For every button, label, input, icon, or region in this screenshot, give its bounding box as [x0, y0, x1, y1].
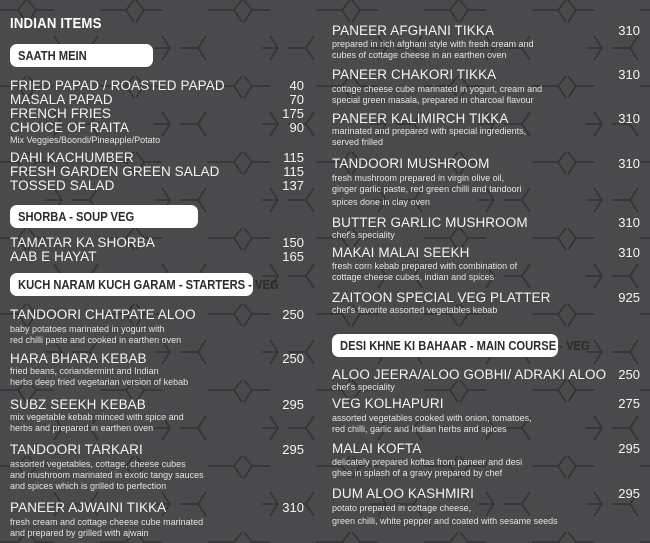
item-price: 275 — [618, 396, 640, 411]
item-description: marinated and prepared with special ingredients, — [332, 126, 527, 136]
menu-item: ZAITOON SPECIAL VEG PLATTER 925 chef's favorite assorted vegetables kebab — [332, 290, 640, 315]
menu-item: TANDOORI MUSHROOM 310 fresh mushroom prepared in virgin olive oil, ginger garlic paste, red green chilli and tandoori spices done in clay oven — [332, 156, 640, 207]
item-price: 295 — [618, 441, 640, 456]
item-description: and prepared by grilled with ajwain — [10, 528, 149, 538]
item-price: 310 — [282, 500, 304, 515]
item-description: and mushroom marinated in exotic tangy sauces — [10, 470, 204, 480]
menu-item: PANEER AJWAINI TIKKA 310 fresh cream and cottage cheese cube marinated and prepared by grilled with ajwain — [10, 501, 310, 539]
item-price: 40 — [289, 78, 304, 93]
menu-item: TANDOORI TARKARI 295 assorted vegetables, cottage, cheese cubes and mushroom marinated in exotic tangy sauces and spices which is grilled to perfection — [10, 443, 310, 492]
item-description: fresh mushroom prepared in virgin olive oil, — [332, 173, 505, 183]
item-description: herbs deep fried vegetarian version of kebab — [10, 377, 189, 387]
menu-item: CHOICE OF RAITA 90 Mix Veggies/Boondi/Pineapple/Potato — [10, 121, 310, 146]
item-description: prepared in rich afghani style with fresh cream and — [332, 39, 534, 49]
right-column — [332, 0, 640, 543]
menu-item: DAHI KACHUMBER 115 — [10, 150, 304, 165]
item-description: cottage cheese cubes, indian and spices — [332, 272, 495, 282]
item-description: cottage cheese cube marinated in yogurt, cream and — [332, 84, 543, 94]
menu-item: PANEER AFGHANI TIKKA 310 prepared in rich afghani style with fresh cream and cubes of cottage cheese in an earthen oven — [332, 23, 640, 60]
item-price: 295 — [282, 442, 304, 457]
item-description: ginger garlic paste, red green chilli and tandoori — [332, 184, 522, 194]
section-header-shorba: SHORBA - SOUP VEG — [10, 205, 198, 228]
item-description: cubes of cottage cheese in an earthen oven — [332, 50, 507, 60]
item-price: 310 — [618, 23, 640, 38]
item-price: 310 — [618, 111, 640, 126]
item-description: fresh cream and cottage cheese cube marinated — [10, 517, 204, 527]
item-description: mix vegetable kebab minced with spice and — [10, 412, 184, 422]
item-description: green chilli, white pepper and coated with sesame seeds — [332, 516, 558, 526]
menu-item: TANDOORI CHATPATE ALOO 250 baby potatoes marinated in yogurt with red chilli paste and cooked in earthen oven — [10, 308, 310, 346]
item-price: 137 — [282, 178, 304, 193]
item-description: and spices which is grilled to perfection — [10, 481, 167, 491]
item-price: 310 — [618, 215, 640, 230]
item-price: 90 — [289, 120, 304, 135]
item-description: potato prepared in cottage cheese, — [332, 503, 472, 513]
item-price: 310 — [618, 156, 640, 171]
item-price: 295 — [618, 486, 640, 501]
item-price: 115 — [283, 164, 304, 179]
item-description: red chilli paste and cooked in earthen oven — [10, 335, 182, 345]
menu-item: TOSSED SALAD 137 — [10, 178, 304, 193]
item-price: 115 — [283, 150, 304, 165]
menu-item: MALAI KOFTA 295 delicately prepared koftas from paneer and desi ghee in splash of a gravy prepared by chef — [332, 441, 640, 478]
item-description: chef's speciality — [332, 382, 395, 392]
item-price: 165 — [282, 249, 304, 264]
item-price: 70 — [289, 92, 304, 107]
menu-item: ALOO JEERA/ALOO GOBHI/ ADRAKI ALOO 250 chef's speciality — [332, 367, 640, 392]
menu-item: TAMATAR KA SHORBA 150 — [10, 235, 304, 250]
item-description: red chilli, garlic and Indian herbs and spices — [332, 424, 507, 434]
item-description: special green masala, prepared in charcoal flavour — [332, 95, 534, 105]
menu-item: AAB E HAYAT 165 — [10, 249, 304, 264]
item-price: 310 — [618, 245, 640, 260]
item-description: herbs and prepared in earthen oven — [10, 423, 154, 433]
item-description: fresh corn kebab prepared with combination of — [332, 261, 518, 271]
menu-item: FRIED PAPAD / ROASTED PAPAD 40 — [10, 78, 304, 93]
item-price: 175 — [282, 106, 304, 121]
item-price: 925 — [618, 290, 640, 305]
item-description: chef's speciality — [332, 230, 395, 240]
menu-item: MAKAI MALAI SEEKH 310 fresh corn kebab prepared with combination of cottage cheese cubes, indian and spices — [332, 245, 640, 282]
page-title: INDIAN ITEMS — [10, 15, 102, 32]
menu-item: PANEER CHAKORI TIKKA 310 cottage cheese cube marinated in yogurt, cream and special green masala, prepared in charcoal flavour — [332, 67, 640, 105]
item-description: Mix Veggies/Boondi/Pineapple/Potato — [10, 135, 161, 145]
item-description: assorted vegetables cooked with onion, tomatoes, — [332, 413, 532, 423]
menu-item: VEG KOLHAPURI 275 assorted vegetables cooked with onion, tomatoes, red chilli, garlic and Indian herbs and spices — [332, 396, 640, 434]
item-price: 150 — [282, 235, 304, 250]
item-price: 250 — [282, 351, 304, 366]
section-header-starters: KUCH NARAM KUCH GARAM - STARTERS - VEG — [10, 273, 253, 296]
item-description: delicately prepared koftas from paneer and desi — [332, 457, 523, 467]
item-price: 295 — [282, 397, 304, 412]
menu-item: BUTTER GARLIC MUSHROOM 310 chef's speciality — [332, 215, 640, 240]
item-description: assorted vegetables, cottage, cheese cubes — [10, 459, 186, 469]
item-price: 310 — [618, 67, 640, 82]
menu-item: SUBZ SEEKH KEBAB 295 mix vegetable kebab minced with spice and herbs and prepared in earthen oven — [10, 398, 310, 434]
menu-item: DUM ALOO KASHMIRI 295 potato prepared in cottage cheese, green chilli, white pepper and coated with sesame seeds — [332, 486, 640, 526]
item-description: spices done in clay oven — [332, 197, 431, 207]
item-description: baby potatoes marinated in yogurt with — [10, 324, 165, 334]
menu-item: MASALA PAPAD 70 — [10, 92, 304, 107]
item-description: ghee in splash of a gravy prepared by chef — [332, 468, 503, 478]
item-description: served frilled — [332, 137, 384, 147]
item-price: 250 — [618, 367, 640, 382]
menu-item: HARA BHARA KEBAB 250 fried beans, coriandermint and Indian herbs deep fried vegetarian version of kebab — [10, 352, 310, 388]
menu-item: FRENCH FRIES 175 — [10, 106, 304, 121]
menu-item: PANEER KALIMIRCH TIKKA 310 marinated and prepared with special ingredients, served frilled — [332, 111, 640, 147]
left-column — [10, 0, 310, 543]
menu-item: FRESH GARDEN GREEN SALAD 115 — [10, 164, 304, 179]
item-description: fried beans, coriandermint and Indian — [10, 366, 159, 376]
section-header-saath-mein: SAATH MEIN — [10, 44, 153, 67]
section-header-main-course: DESI KHNE KI BAHAAR - MAIN COURSE - VEG — [332, 334, 558, 357]
item-description: chef's favorite assorted vegetables kebab — [332, 305, 498, 315]
item-price: 250 — [282, 307, 304, 322]
